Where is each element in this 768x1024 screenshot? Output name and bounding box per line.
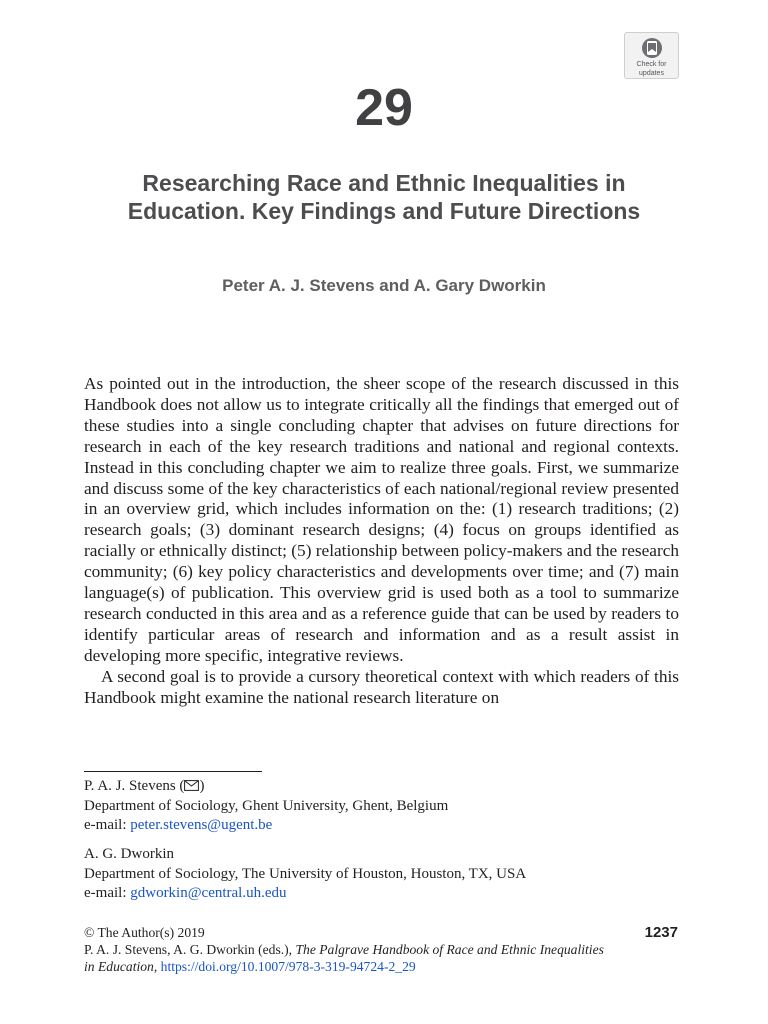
- body-text: [84, 374, 679, 709]
- paragraph: A second goal is to provide a cursory theoretical context with which readers of this Handbook might examine the national research literature on: [84, 666, 679, 707]
- author-name: P. A. J. Stevens ( ): [84, 778, 205, 794]
- citation-line: in Education, https://doi.org/10.1007/978-3-319-94724-2_29: [84, 959, 416, 975]
- badge-label-line1: Check for: [636, 61, 667, 68]
- badge-label-line2: updates: [639, 70, 664, 77]
- page-number: 1237: [644, 924, 678, 941]
- citation-line: P. A. J. Stevens, A. G. Dworkin (eds.), The Palgrave Handbook of Race and Ethnic Inequalities: [84, 942, 604, 958]
- envelope-icon: [184, 780, 199, 791]
- page-footer: [84, 924, 684, 976]
- check-for-updates-icon: [641, 37, 663, 59]
- author-email-line: e-mail: gdworkin@central.uh.edu: [84, 885, 287, 902]
- author-affiliation: Department of Sociology, The University of Houston, Houston, TX, USA: [84, 865, 527, 882]
- check-for-updates-badge[interactable]: [624, 32, 679, 79]
- paragraph: As pointed out in the introduction, the sheer scope of the research discussed in this Handbook does not allow us to integrate critically all the findings that emerged out of these studies into a single concluding chapter that advises on future directions for research in each of the key research traditions and national and regional contexts. Instead in this concluding chapter we aim to realize three goals. First, we summarize and discuss some of the key characteristics of each national/regional review presented in an overview grid, which includes information on the: (1) research traditions; (2) research goals; (3) dominant research designs; (4) focus on groups identified as racially or ethnically distinct; (5) relationship between policy-makers and the research community; (6) key policy characteristics and developments over time; and (7) main language(s) of publication. This overview grid is used both as a tool to summarize research conducted in this area and as a reference guide that can be used by readers to identify particular areas of research and information and as a result assist in developing more specific, integrative reviews.: [84, 374, 680, 665]
- chapter-authors: Peter A. J. Stevens and A. Gary Dworkin: [222, 276, 546, 295]
- chapter-title: Researching Race and Ethnic Inequalities in Education. Key Findings and Future Directions: [127, 170, 641, 224]
- copyright-line: © The Author(s) 2019: [84, 925, 205, 940]
- book-title: in Education: [84, 959, 154, 975]
- author-footnote: [84, 845, 684, 904]
- author-footnote: [84, 777, 684, 836]
- author-email-line: e-mail: peter.stevens@ugent.be: [84, 817, 273, 834]
- author-email-link[interactable]: gdworkin@central.uh.edu: [130, 885, 287, 902]
- book-title: The Palgrave Handbook of Race and Ethnic Inequalities: [295, 942, 604, 958]
- footnote-divider: [84, 771, 262, 772]
- author-affiliation: Department of Sociology, Ghent University, Ghent, Belgium: [84, 797, 449, 814]
- doi-link[interactable]: https://doi.org/10.1007/978-3-319-94724-2_29: [160, 959, 416, 975]
- author-name: A. G. Dworkin: [84, 846, 174, 862]
- chapter-number: 29: [355, 79, 413, 137]
- author-email-link[interactable]: peter.stevens@ugent.be: [130, 817, 273, 834]
